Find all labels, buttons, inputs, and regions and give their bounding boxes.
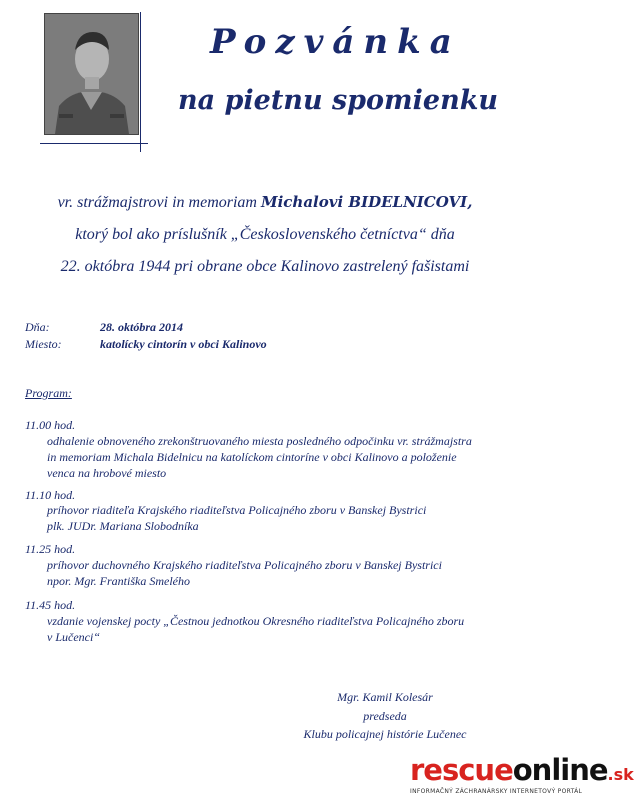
program-desc-line: v Lučenci“ — [47, 630, 100, 644]
program-desc-line: npor. Mgr. Františka Smelého — [47, 574, 190, 588]
program-heading: Program: — [25, 386, 72, 400]
date-value: 28. októbra 2014 — [100, 320, 184, 334]
program-desc-line: in memoriam Michala Bidelnicu na katolíckom cintoríne v obci Kalinovo a položenie — [47, 450, 457, 464]
honoree-name: Michalovi BIDELNICOVI, — [260, 193, 473, 211]
logo-part-red: rescue — [410, 753, 513, 787]
portrait-photo — [44, 13, 139, 135]
program-time: 11.45 hod. — [25, 598, 76, 612]
program-time: 11.25 hod. — [25, 542, 76, 556]
program-desc-line: príhovor duchovného Krajského riaditeľstva Policajného zboru v Banskej Bystrici — [47, 558, 442, 572]
title-line-2: na pietnu spomienku — [178, 85, 499, 116]
date-label: Dňa: — [25, 320, 50, 334]
logo-tld: .sk — [607, 765, 634, 784]
program-desc-line: príhovor riaditeľa Krajského riaditeľstva Policajného zboru v Banskej Bystrici — [47, 503, 427, 517]
title-line-1: Pozvánka — [210, 22, 461, 62]
portrait-figure — [45, 14, 138, 134]
signature-name: Mgr. Kamil Kolesár — [337, 690, 433, 704]
place-label: Miesto: — [25, 337, 62, 351]
program-time: 11.00 hod. — [25, 418, 76, 432]
frame-line-vertical — [140, 12, 141, 152]
rescueonline-logo[interactable] — [410, 753, 634, 787]
program-desc-line: vzdanie vojenskej pocty „Čestnou jednotkou Okresného riaditeľstva Policajného zboru — [47, 614, 465, 628]
intro-line-1 — [30, 193, 500, 212]
program-time: 11.10 hod. — [25, 488, 76, 502]
intro-line-3: 22. októbra 1944 pri obrane obce Kalinovo zastrelený fašistami — [60, 258, 470, 275]
program-desc-line: odhalenie obnoveného zrekonštruovaného miesta posledného odpočinku vr. strážmajstra — [47, 434, 472, 448]
signature-role: predseda — [363, 709, 407, 723]
program-desc-line: plk. JUDr. Mariana Slobodníka — [47, 519, 199, 533]
logo-tagline: INFORMAČNÝ ZÁCHRANÁRSKY INTERNETOVÝ PORTÁL — [410, 788, 583, 795]
program-desc-line: venca na hrobové miesto — [47, 466, 167, 480]
intro-line-1-prefix: vr. strážmajstrovi in memoriam — [57, 194, 261, 211]
place-value: katolícky cintorín v obci Kalinovo — [100, 337, 267, 351]
intro-line-2: ktorý bol ako príslušník „Československého četníctva“ dňa — [75, 226, 455, 243]
logo-part-black: online — [512, 753, 608, 787]
frame-line-horizontal — [40, 143, 148, 144]
signature-org: Klubu policajnej histórie Lučenec — [303, 727, 467, 741]
